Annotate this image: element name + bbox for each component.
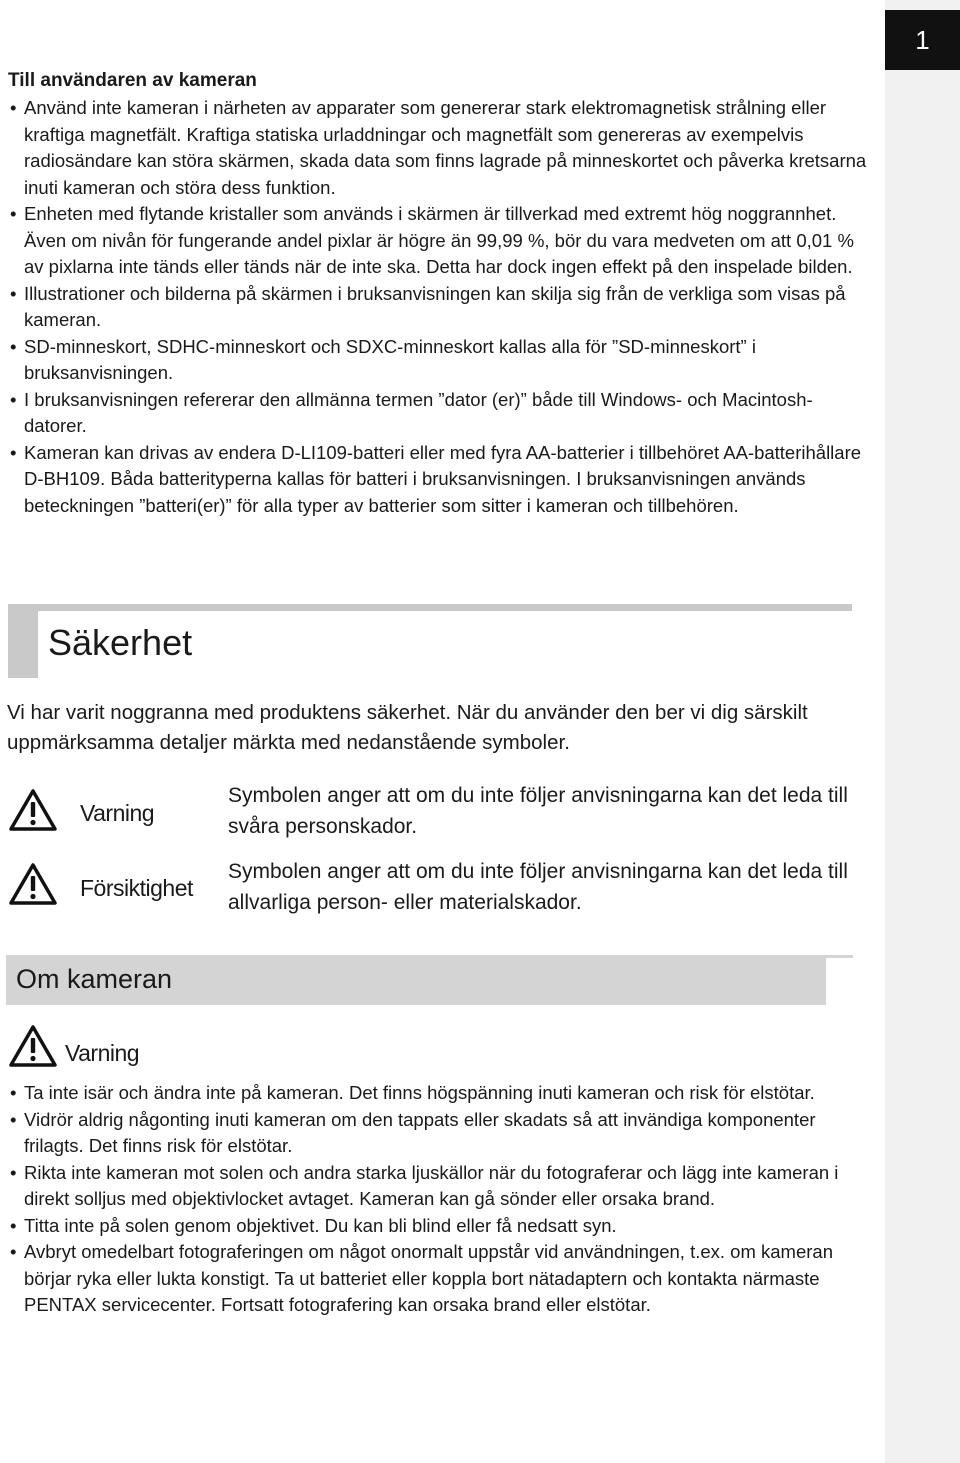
intro-item: • Använd inte kameran i närheten av apparater som genererar stark elektromagnetisk strålning eller kraftiga magnetfält. Kraftiga statiska urladdningar och magnetfält som genereras av exempelvis radiosändare kan störa skärmen, skada data som finns lagrade på minneskortet och påverka kretsarna inuti kameran och störa dess funktion. (7, 95, 867, 201)
legend-caution-description: Symbolen anger att om du inte följer anvisningarna kan det leda till allvarliga person- eller materialskador. (228, 860, 848, 914)
camera-warning-item: • Vidrör aldrig någonting inuti kameran om den tappats eller skadats så att invändiga komponenter frilagts. Det finns risk för elstötar. (7, 1107, 867, 1160)
intro-item: • Kameran kan drivas av endera D-LI109-batteri eller med fyra AA-batterier i tillbehöret AA-batterihållare D-BH109. Båda batterityperna kallas för batteri i bruksanvisningen. I bruksanvisningen används beteckningen ”batteri(er)” för alla typer av batterier som sitter i kameran och tillbehören. (7, 440, 867, 520)
intro-item: • I bruksanvisningen refererar den allmänna termen ”dator (er)” både till Windows- och Macintosh-datorer. (7, 387, 867, 440)
heading-bar (8, 604, 38, 678)
legend-caution-label: Försiktighet (80, 875, 193, 901)
legend-warning (0, 780, 880, 850)
side-margin-strip (885, 0, 960, 1463)
intro-list (7, 95, 867, 519)
camera-warning-item: • Ta inte isär och ändra inte på kameran. Det finns högspänning inuti kameran och risk för elstötar. (7, 1080, 867, 1107)
intro-item: • Illustrationer och bilderna på skärmen i bruksanvisningen kan skilja sig från de verkliga som visas på kameran. (7, 281, 867, 334)
heading-rule (38, 604, 852, 611)
safety-heading: Säkerhet (48, 622, 193, 663)
warning-triangle-icon (8, 788, 58, 837)
camera-warning-list (7, 1080, 867, 1319)
legend-warning-label: Varning (80, 800, 155, 826)
legend-caution (0, 856, 880, 926)
intro-title: Till användaren av kameran (8, 70, 257, 91)
camera-warning-label: Varning (65, 1040, 140, 1066)
warning-triangle-icon (8, 862, 58, 911)
camera-warning-item: • Titta inte på solen genom objektivet. Du kan bli blind eller få nedsatt syn. (7, 1213, 867, 1240)
camera-warning-item: • Rikta inte kameran mot solen och andra starka ljuskällor när du fotograferar och lägg inte kameran i direkt solljus med objektivlocket avtaget. Kameran kan gå sönder eller orsaka brand. (7, 1160, 867, 1213)
legend-warning-description: Symbolen anger att om du inte följer anvisningarna kan det leda till svåra personskador. (228, 784, 848, 838)
safety-intro: Vi har varit noggranna med produktens säkerhet. När du använder den ber vi dig särskilt uppmärksamma detaljer märkta med nedanstående symboler. (7, 701, 808, 754)
heading-rule (826, 955, 853, 958)
page-number-tab: 1 (885, 10, 960, 70)
camera-warning-item: • Avbryt omedelbart fotograferingen om något onormalt uppstår vid användningen, t.ex. om kameran börjar ryka eller lukta konstigt. Ta ut batteriet eller koppla bort nätadaptern och kontakta närmaste PENTAX servicecenter. Fortsatt fotografering kan orsaka brand eller elstötar. (7, 1239, 867, 1319)
intro-item: • Enheten med flytande kristaller som används i skärmen är tillverkad med extremt hög noggrannhet. Även om nivån för fungerande andel pixlar är högre än 99,99 %, bör du vara medveten om att 0,01 % av pixlarna inte tänds eller tänds när de inte ska. Detta har dock ingen effekt på den inspelade bilden. (7, 201, 867, 281)
camera-heading: Om kameran (16, 964, 173, 994)
camera-warning (8, 1024, 308, 1074)
intro-item: • SD-minneskort, SDHC-minneskort och SDXC-minneskort kallas alla för ”SD-minneskort” i bruksanvisningen. (7, 334, 867, 387)
warning-triangle-icon (8, 1024, 58, 1073)
